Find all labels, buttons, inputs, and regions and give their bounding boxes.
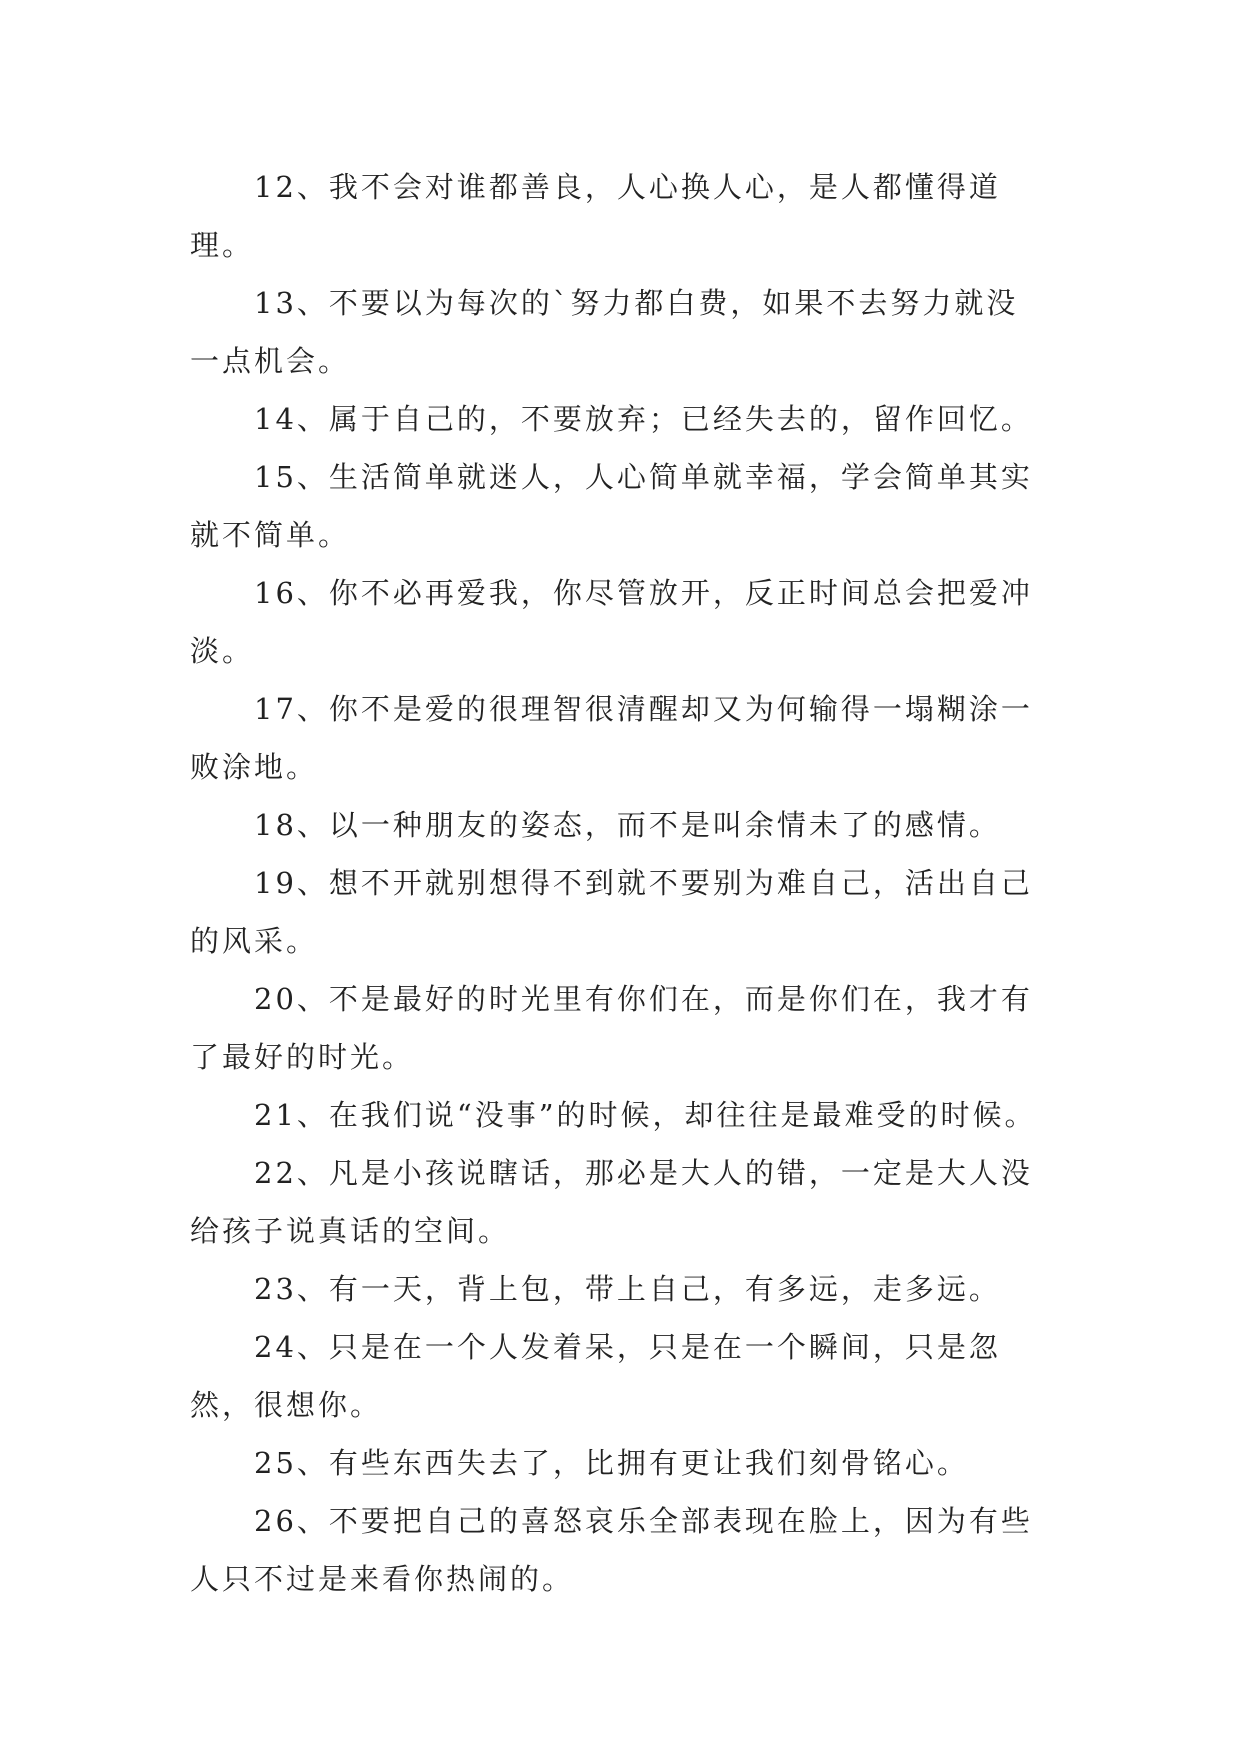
paragraph-25: 25、有些东西失去了，比拥有更让我们刻骨铭心。 <box>254 1446 969 1480</box>
paragraph-26: 26、不要把自己的喜怒哀乐全部表现在脸上，因为有些人只不过是来看你热闹的。 <box>190 1504 1033 1596</box>
paragraph-20: 20、不是最好的时光里有你们在，而是你们在，我才有了最好的时光。 <box>190 982 1033 1074</box>
paragraph-19: 19、想不开就别想得不到就不要别为难自己，活出自己的风采。 <box>190 866 1033 958</box>
paragraph-17: 17、你不是爱的很理智很清醒却又为何输得一塌糊涂一败涂地。 <box>190 692 1033 784</box>
paragraph-13: 13、不要以为每次的`努力都白费，如果不去努力就没一点机会。 <box>190 286 1019 378</box>
paragraph-24: 24、只是在一个人发着呆，只是在一个瞬间，只是忽然，很想你。 <box>190 1330 1001 1422</box>
paragraph-21: 21、在我们说“没事”的时候，却往往是最难受的时候。 <box>254 1098 1037 1132</box>
paragraph-14: 14、属于自己的，不要放弃；已经失去的，留作回忆。 <box>254 402 1033 436</box>
paragraph-15: 15、生活简单就迷人，人心简单就幸福，学会简单其实就不简单。 <box>190 460 1033 552</box>
paragraph-23: 23、有一天，背上包，带上自己，有多远，走多远。 <box>254 1272 1001 1306</box>
paragraph-16: 16、你不必再爱我，你尽管放开，反正时间总会把爱冲淡。 <box>190 576 1033 668</box>
document-body <box>190 158 1050 1608</box>
paragraph-22: 22、凡是小孩说瞎话，那必是大人的错，一定是大人没给孩子说真话的空间。 <box>190 1156 1033 1248</box>
paragraph-12: 12、我不会对谁都善良，人心换人心，是人都懂得道理。 <box>190 170 1001 262</box>
paragraph-18: 18、以一种朋友的姿态，而不是叫余情未了的感情。 <box>254 808 1001 842</box>
